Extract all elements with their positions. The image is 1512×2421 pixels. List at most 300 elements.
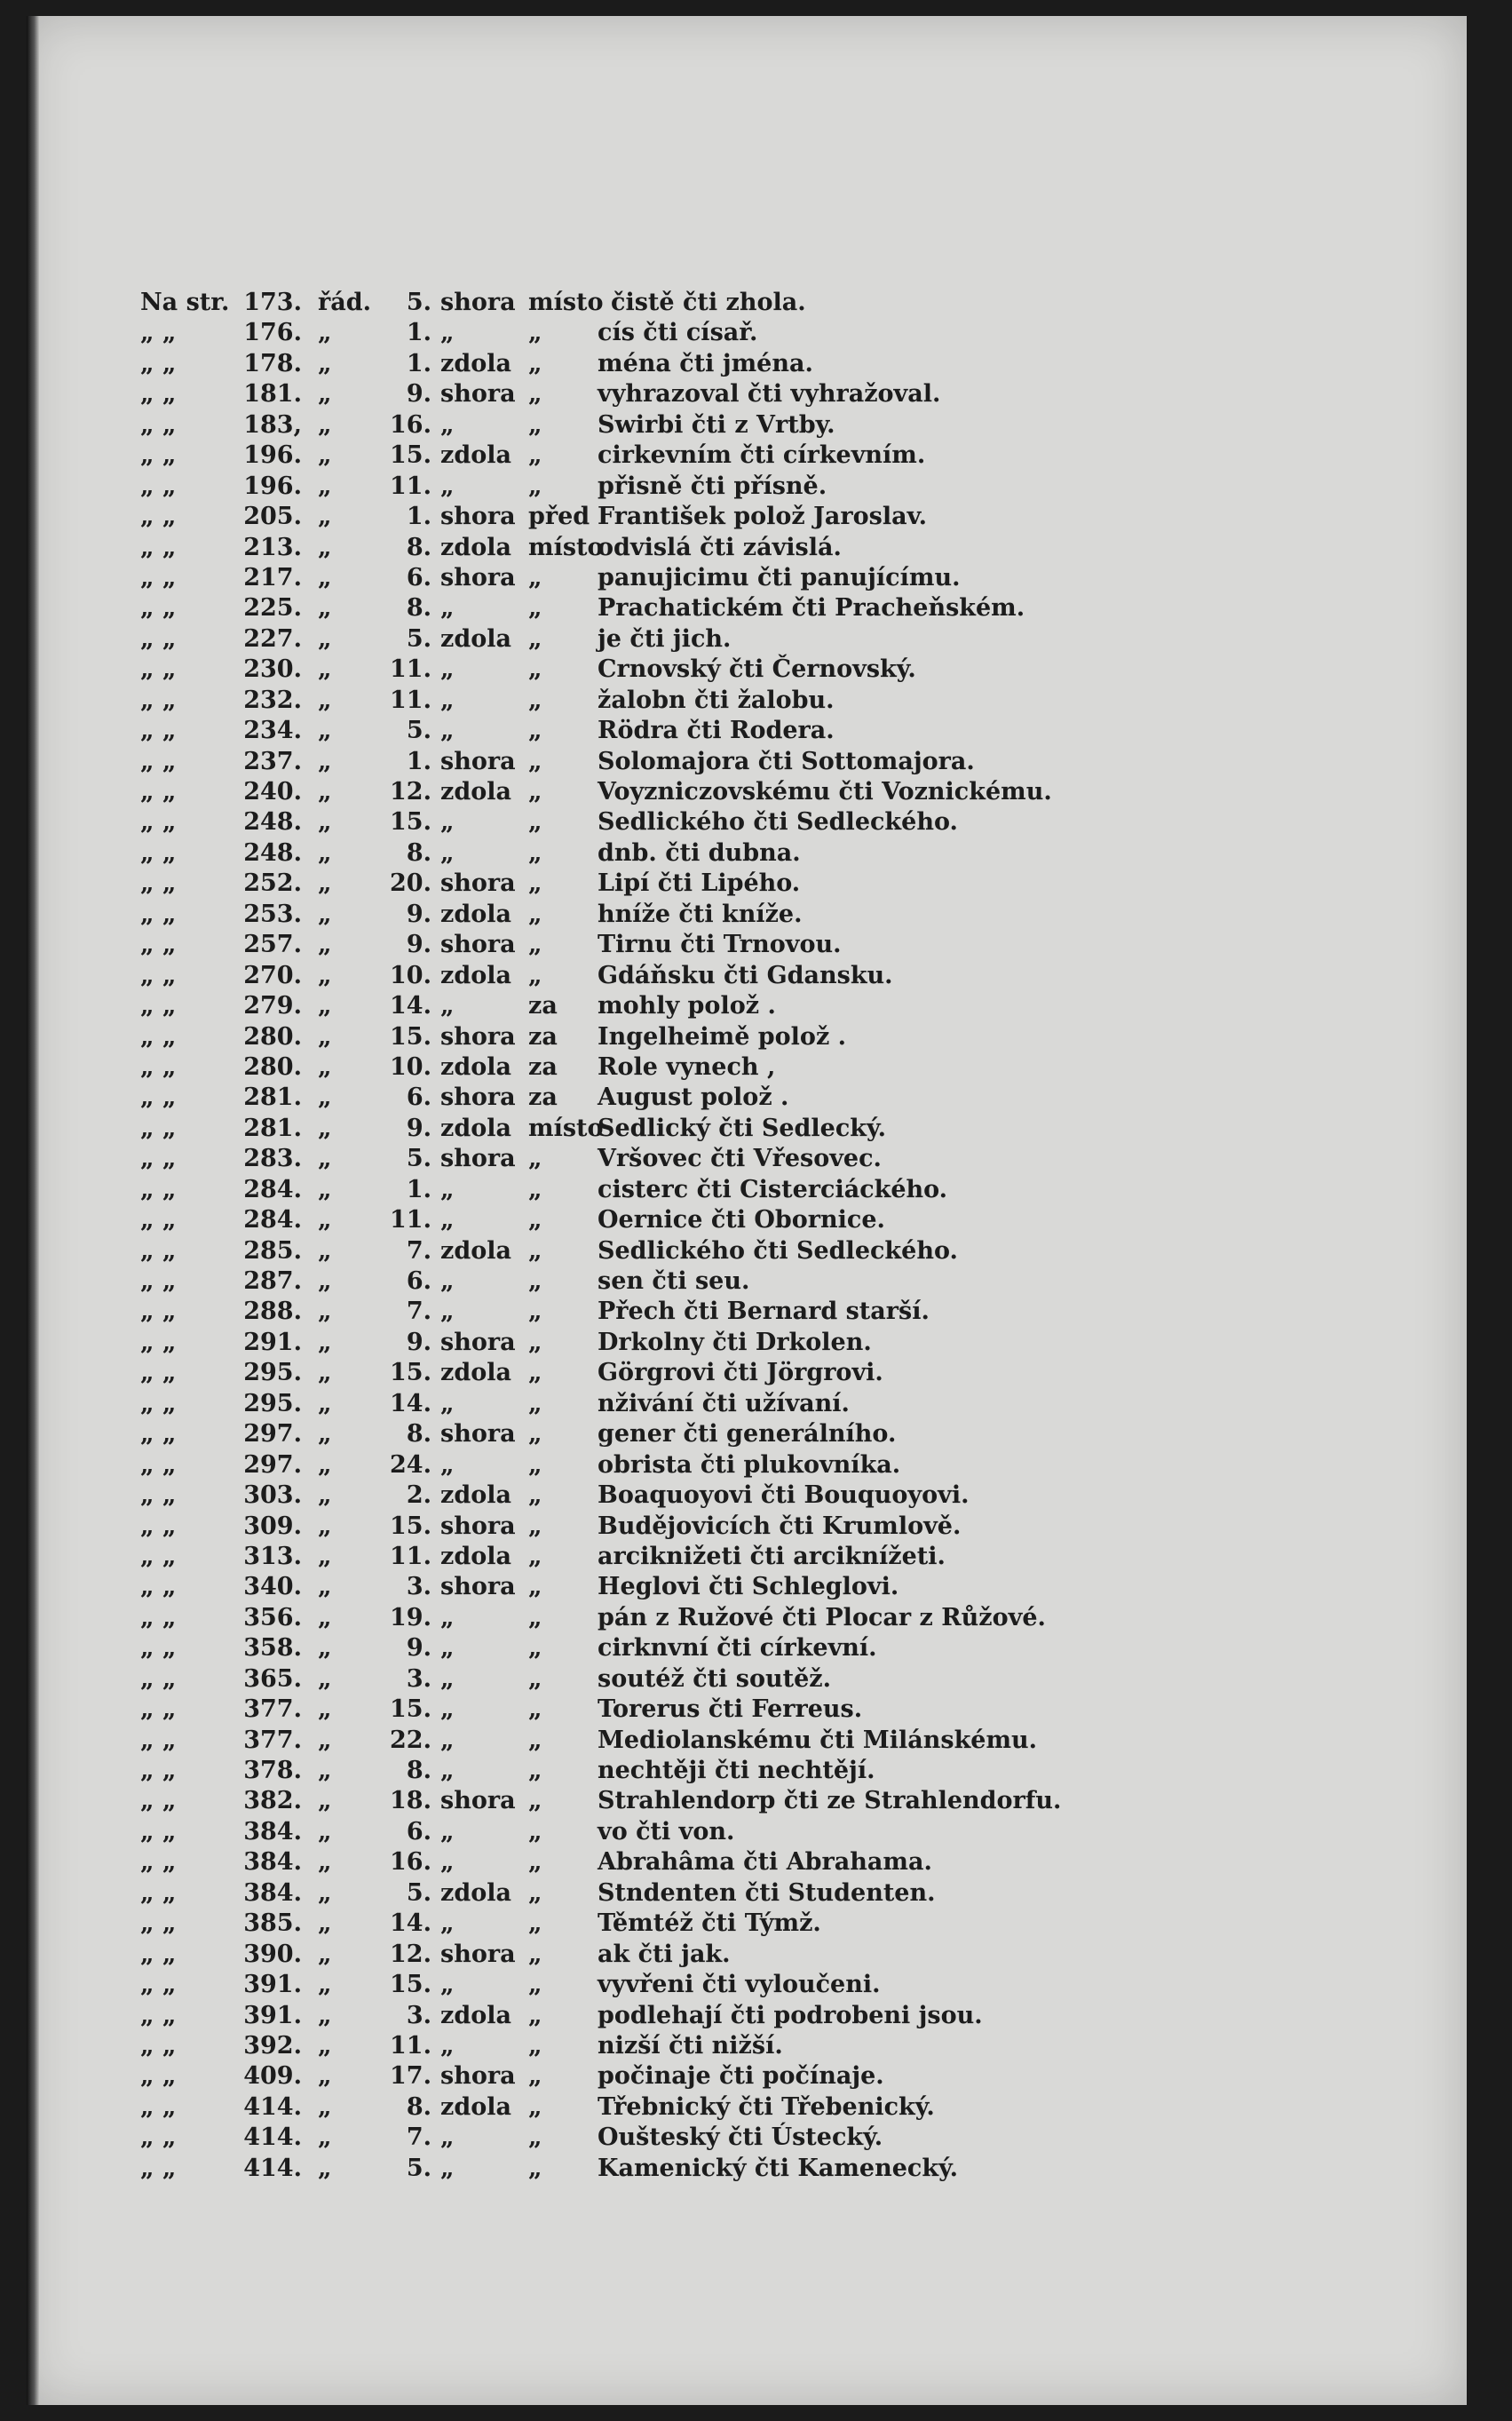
- errata-row: [140, 869, 1188, 899]
- errata-direction: „: [440, 1971, 455, 1999]
- errata-line-number: 7.: [406, 2123, 431, 2152]
- errata-correction: přisně čti přísně.: [598, 472, 827, 500]
- errata-row: [140, 502, 1188, 532]
- errata-line-number: 11.: [390, 655, 431, 684]
- errata-position: „: [528, 1787, 542, 1815]
- errata-page-prefix: „ „: [140, 808, 177, 837]
- errata-page-prefix: „ „: [140, 2092, 177, 2121]
- errata-line-number: 8.: [406, 533, 431, 561]
- errata-direction: „: [440, 808, 455, 837]
- errata-row: [140, 2061, 1188, 2092]
- errata-correction: odvislá čti závislá.: [598, 533, 842, 561]
- errata-page-number: 213.: [243, 533, 302, 561]
- errata-direction: shora: [440, 1328, 516, 1356]
- errata-position: „: [528, 472, 542, 500]
- errata-page-number: 284.: [243, 1206, 302, 1234]
- errata-line-number: 16.: [390, 410, 431, 439]
- errata-correction: hníže čti kníže.: [598, 900, 803, 928]
- errata-correction: Voyzniczovskému čti Voznickému.: [598, 778, 1052, 806]
- errata-line-number: 1.: [406, 503, 431, 531]
- errata-page-prefix: „ „: [140, 961, 177, 989]
- errata-correction: ména čti jména.: [598, 349, 813, 377]
- errata-correction: ak čti jak.: [598, 1940, 731, 1968]
- errata-correction: Oernice čti Obornice.: [598, 1206, 885, 1234]
- errata-line-number: 10.: [390, 961, 431, 989]
- errata-page-prefix: „ „: [140, 2123, 177, 2152]
- errata-correction: Prachatickém čti Pracheňském.: [598, 594, 1025, 623]
- errata-position: „: [528, 961, 542, 989]
- errata-direction: „: [440, 838, 455, 867]
- errata-correction: podlehají čti podrobeni jsou.: [598, 2001, 983, 2029]
- errata-line-number: 11.: [390, 2031, 431, 2060]
- errata-line-number: 7.: [406, 1236, 431, 1265]
- errata-row: [140, 379, 1188, 409]
- errata-page-number: 291.: [243, 1328, 302, 1356]
- errata-page-number: 196.: [243, 441, 302, 470]
- errata-direction: zdola: [440, 1359, 511, 1387]
- errata-line-word: „: [318, 1757, 332, 1784]
- errata-correction: Sedlického čti Sedleckého.: [598, 1236, 958, 1265]
- errata-page-prefix: „ „: [140, 624, 177, 653]
- errata-line-word: „: [318, 1726, 332, 1754]
- errata-direction: shora: [440, 1787, 516, 1815]
- errata-page-prefix: „ „: [140, 869, 177, 898]
- errata-page-prefix: „ „: [140, 1083, 177, 1112]
- errata-direction: „: [440, 1206, 455, 1234]
- errata-line-number: 9.: [406, 1328, 431, 1356]
- errata-line-number: 9.: [406, 380, 431, 409]
- errata-line-word: „: [318, 992, 332, 1020]
- errata-correction: cirkevním čti církevním.: [598, 441, 926, 470]
- errata-row: [140, 1450, 1188, 1480]
- errata-direction: shora: [440, 503, 516, 531]
- errata-direction: shora: [440, 1145, 516, 1173]
- errata-direction: „: [440, 717, 455, 745]
- errata-line-number: 16.: [390, 1848, 431, 1877]
- errata-page-number: 181.: [243, 380, 302, 409]
- errata-direction: zdola: [440, 778, 511, 806]
- errata-line-number: 11.: [390, 472, 431, 500]
- errata-page-prefix: „ „: [140, 655, 177, 684]
- errata-row: [140, 1236, 1188, 1266]
- errata-row: [140, 1664, 1188, 1695]
- errata-line-word: „: [318, 1420, 332, 1449]
- errata-correction: Görgrovi čti Jörgrovi.: [598, 1359, 883, 1387]
- errata-row: [140, 1542, 1188, 1572]
- errata-page-number: 240.: [243, 778, 302, 806]
- errata-line-word: „: [318, 349, 332, 377]
- errata-line-number: 8.: [406, 1420, 431, 1449]
- errata-direction: „: [440, 1848, 455, 1877]
- errata-correction: Rödra čti Rodera.: [598, 717, 835, 745]
- errata-line-number: 14.: [390, 1909, 431, 1938]
- errata-position: „: [528, 778, 542, 806]
- errata-correction: mohly polož .: [598, 992, 776, 1020]
- errata-page-prefix: „ „: [140, 1052, 177, 1081]
- errata-correction: cisterc čti Cisterciáckého.: [598, 1175, 948, 1203]
- errata-page-number: 295.: [243, 1359, 302, 1387]
- errata-line-number: 24.: [390, 1450, 431, 1479]
- errata-line-word: „: [318, 624, 332, 653]
- errata-direction: „: [440, 1175, 455, 1203]
- errata-correction: Budějovicích čti Krumlově.: [598, 1512, 962, 1540]
- errata-line-number: 22.: [390, 1726, 431, 1754]
- errata-page-number: 281.: [243, 1114, 302, 1142]
- errata-row: [140, 1847, 1188, 1877]
- errata-row: [140, 1297, 1188, 1327]
- errata-page-number: 391.: [243, 2001, 302, 2029]
- errata-line-number: 6.: [406, 1817, 431, 1846]
- errata-line-word: „: [318, 1450, 332, 1479]
- errata-position: „: [528, 1175, 542, 1203]
- errata-page-prefix: „ „: [140, 1328, 177, 1356]
- errata-direction: zdola: [440, 349, 511, 377]
- errata-direction: „: [440, 1634, 455, 1663]
- errata-page-number: 297.: [243, 1420, 302, 1449]
- errata-position: „: [528, 2001, 542, 2029]
- errata-correction: žalobn čti žalobu.: [598, 686, 835, 714]
- errata-line-number: 12.: [390, 1940, 431, 1968]
- errata-correction: Sedlický čti Sedlecký.: [598, 1114, 887, 1142]
- errata-line-number: 3.: [406, 2001, 431, 2029]
- errata-correction: Přech čti Bernard starší.: [598, 1298, 930, 1326]
- errata-row: [140, 2031, 1188, 2061]
- errata-page-prefix: „ „: [140, 1971, 177, 1999]
- errata-page-number: 384.: [243, 1817, 302, 1846]
- errata-position: „: [528, 1298, 542, 1326]
- errata-direction: shora: [440, 380, 516, 409]
- errata-direction: zdola: [440, 1114, 511, 1142]
- errata-position: „: [528, 900, 542, 928]
- errata-line-number: 8.: [406, 594, 431, 623]
- errata-line-word: „: [318, 2031, 332, 2060]
- errata-direction: zdola: [440, 961, 511, 989]
- errata-position: „: [528, 1359, 542, 1387]
- errata-page-prefix: „ „: [140, 1512, 177, 1540]
- errata-direction: „: [440, 472, 455, 500]
- errata-page-number: 196.: [243, 472, 302, 500]
- errata-line-word: „: [318, 472, 332, 500]
- errata-correction: Lipí čti Lipého.: [598, 869, 801, 898]
- errata-correction: vyvřeni čti vyloučeni.: [598, 1971, 881, 1999]
- errata-direction: shora: [440, 1940, 516, 1968]
- errata-correction: pán z Ružové čti Plocar z Růžové.: [598, 1603, 1046, 1631]
- errata-page-number: 385.: [243, 1909, 302, 1938]
- errata-line-word: „: [318, 1542, 332, 1570]
- errata-row: [140, 472, 1188, 502]
- errata-line-word: „: [318, 1328, 332, 1356]
- errata-page-number: 283.: [243, 1145, 302, 1173]
- errata-page-number: 176.: [243, 319, 302, 347]
- errata-line-number: 15.: [390, 1359, 431, 1387]
- errata-line-number: 5.: [406, 1145, 431, 1173]
- errata-direction: „: [440, 1909, 455, 1938]
- errata-page-prefix: „ „: [140, 1267, 177, 1295]
- errata-row: [140, 1022, 1188, 1052]
- errata-page-prefix: „ „: [140, 441, 177, 470]
- errata-correction: Kamenický čti Kamenecký.: [598, 2154, 959, 2182]
- errata-direction: „: [440, 1450, 455, 1479]
- errata-row: [140, 1695, 1188, 1725]
- errata-line-number: 7.: [406, 1298, 431, 1326]
- errata-line-word: „: [318, 1787, 332, 1815]
- errata-correction: čistě čti zhola.: [611, 289, 806, 316]
- errata-row: [140, 410, 1188, 441]
- errata-position: „: [528, 319, 542, 347]
- errata-page-prefix: „ „: [140, 1022, 177, 1051]
- errata-position: „: [528, 1481, 542, 1510]
- errata-direction: zdola: [440, 2001, 511, 2029]
- errata-position: „: [528, 380, 542, 409]
- errata-page-number: 225.: [243, 594, 302, 623]
- errata-line-word: „: [318, 503, 332, 531]
- errata-line-word: „: [318, 1267, 332, 1295]
- errata-position: „: [528, 931, 542, 959]
- errata-position: „: [528, 2154, 542, 2182]
- errata-correction: počinaje čti počínaje.: [598, 2062, 884, 2091]
- errata-direction: zdola: [440, 1481, 511, 1510]
- errata-page-prefix: „ „: [140, 1450, 177, 1479]
- errata-line-number: 6.: [406, 563, 431, 591]
- errata-line-number: 3.: [406, 1573, 431, 1601]
- errata-line-word: „: [318, 1175, 332, 1203]
- errata-position: za: [528, 1022, 558, 1051]
- errata-position: „: [528, 1512, 542, 1540]
- errata-line-word: „: [318, 900, 332, 928]
- errata-direction: shora: [440, 1573, 516, 1601]
- errata-page-number: 313.: [243, 1542, 302, 1570]
- errata-page-number: 309.: [243, 1512, 302, 1540]
- errata-page-prefix: „ „: [140, 2031, 177, 2060]
- errata-page-prefix: „ „: [140, 380, 177, 409]
- errata-page-prefix: „ „: [140, 2062, 177, 2091]
- errata-position: „: [528, 686, 542, 714]
- errata-page-number: 303.: [243, 1481, 302, 1510]
- errata-line-number: 12.: [390, 778, 431, 806]
- errata-direction: shora: [440, 289, 516, 316]
- errata-position: „: [528, 2062, 542, 2091]
- errata-page-number: 183,: [243, 410, 302, 439]
- errata-page-number: 173.: [243, 289, 302, 316]
- errata-position: „: [528, 624, 542, 653]
- errata-page-number: 365.: [243, 1664, 302, 1693]
- errata-direction: shora: [440, 931, 516, 959]
- errata-correction: cirknvní čti církevní.: [598, 1634, 877, 1663]
- errata-correction: August polož .: [598, 1083, 789, 1112]
- errata-direction: shora: [440, 563, 516, 591]
- errata-row: [140, 318, 1188, 348]
- errata-line-number: 1.: [406, 747, 431, 775]
- errata-line-word: „: [318, 1971, 332, 1999]
- errata-correction: arciknižeti čti arciknížeti.: [598, 1542, 946, 1570]
- errata-row: [140, 716, 1188, 746]
- errata-correction: Drkolny čti Drkolen.: [598, 1328, 872, 1356]
- errata-page-number: 414.: [243, 2123, 302, 2152]
- errata-row: [140, 2001, 1188, 2031]
- errata-line-number: 17.: [390, 2062, 431, 2091]
- errata-direction: „: [440, 594, 455, 623]
- errata-page-prefix: „ „: [140, 1878, 177, 1907]
- errata-direction: zdola: [440, 1878, 511, 1907]
- errata-page-prefix: „ „: [140, 1420, 177, 1449]
- errata-page-number: 279.: [243, 992, 302, 1020]
- errata-row: [140, 441, 1188, 471]
- book-page: [27, 16, 1467, 2405]
- errata-correction: Torerus čti Ferreus.: [598, 1695, 863, 1724]
- errata-row: [140, 1512, 1188, 1542]
- errata-position: „: [528, 869, 542, 898]
- errata-page-number: 284.: [243, 1175, 302, 1203]
- errata-direction: „: [440, 992, 455, 1020]
- errata-position: za: [528, 992, 558, 1020]
- errata-line-word: „: [318, 410, 332, 439]
- errata-line-word: „: [318, 1512, 332, 1540]
- errata-page-prefix: „ „: [140, 747, 177, 775]
- errata-page-prefix: „ „: [140, 717, 177, 745]
- errata-row: [140, 563, 1188, 593]
- errata-correction: František polož Jaroslav.: [598, 503, 927, 531]
- errata-page-prefix: „ „: [140, 2001, 177, 2029]
- errata-position: „: [528, 2031, 542, 2060]
- errata-row: [140, 1603, 1188, 1633]
- errata-line-word: „: [318, 594, 332, 623]
- errata-page-number: 392.: [243, 2031, 302, 2060]
- errata-line-number: 1.: [406, 319, 431, 347]
- errata-correction: obrista čti plukovníka.: [598, 1450, 901, 1479]
- errata-position: „: [528, 1971, 542, 1999]
- errata-page-number: 237.: [243, 747, 302, 775]
- errata-correction: Abrahâma čti Abrahama.: [598, 1848, 932, 1877]
- errata-correction: nživání čti užívaní.: [598, 1389, 850, 1417]
- errata-line-word: „: [318, 2123, 332, 2152]
- errata-page-prefix: „ „: [140, 349, 177, 377]
- errata-direction: zdola: [440, 900, 511, 928]
- errata-position: „: [528, 1940, 542, 1968]
- errata-page-prefix: „ „: [140, 1603, 177, 1631]
- errata-correction: Mediolanskému čti Milánskému.: [598, 1726, 1038, 1754]
- errata-row: [140, 747, 1188, 777]
- errata-position: za: [528, 1052, 558, 1081]
- errata-direction: zdola: [440, 624, 511, 653]
- errata-direction: „: [440, 1298, 455, 1326]
- errata-page-number: 230.: [243, 655, 302, 684]
- errata-position: „: [528, 563, 542, 591]
- errata-line-word: „: [318, 441, 332, 470]
- errata-line-word: „: [318, 931, 332, 959]
- errata-page-prefix: „ „: [140, 1389, 177, 1417]
- errata-position: „: [528, 441, 542, 470]
- errata-page-number: 288.: [243, 1298, 302, 1326]
- errata-position: před: [528, 503, 590, 531]
- errata-line-number: 9.: [406, 900, 431, 928]
- errata-correction: nechtěji čti nechtějí.: [598, 1757, 875, 1784]
- errata-direction: „: [440, 2031, 455, 2060]
- errata-direction: shora: [440, 1083, 516, 1112]
- errata-line-number: 10.: [390, 1052, 431, 1081]
- errata-line-word: „: [318, 1114, 332, 1142]
- errata-page-prefix: „ „: [140, 1634, 177, 1663]
- errata-page-number: 285.: [243, 1236, 302, 1265]
- errata-line-word: „: [318, 747, 332, 775]
- errata-page-prefix: „ „: [140, 1175, 177, 1203]
- errata-position: „: [528, 1878, 542, 1907]
- errata-position: „: [528, 1603, 542, 1631]
- errata-direction: „: [440, 1757, 455, 1784]
- errata-correction: vo čti von.: [598, 1817, 735, 1846]
- errata-position: „: [528, 1542, 542, 1570]
- errata-page-number: 281.: [243, 1083, 302, 1112]
- errata-position: „: [528, 655, 542, 684]
- errata-line-word: „: [318, 1695, 332, 1724]
- errata-position: „: [528, 1420, 542, 1449]
- errata-line-number: 11.: [390, 1542, 431, 1570]
- errata-page-prefix: „ „: [140, 1909, 177, 1938]
- errata-position: „: [528, 1450, 542, 1479]
- errata-page-number: 257.: [243, 931, 302, 959]
- errata-page-number: 391.: [243, 1971, 302, 1999]
- errata-page-number: 253.: [243, 900, 302, 928]
- errata-correction: Třebnický čti Třebenický.: [598, 2092, 935, 2121]
- errata-position: „: [528, 1267, 542, 1295]
- errata-page-prefix: „ „: [140, 1145, 177, 1173]
- errata-line-word: „: [318, 1603, 332, 1631]
- errata-row: [140, 1419, 1188, 1449]
- errata-position: místo: [528, 289, 604, 316]
- errata-line-word: „: [318, 1664, 332, 1693]
- errata-page-prefix: „ „: [140, 1206, 177, 1234]
- errata-row: [140, 1878, 1188, 1909]
- errata-correction: gener čti generálního.: [598, 1420, 897, 1449]
- errata-row: [140, 1358, 1188, 1388]
- errata-page-number: 248.: [243, 808, 302, 837]
- errata-page-number: 414.: [243, 2092, 302, 2121]
- errata-line-number: 9.: [406, 1634, 431, 1663]
- errata-row: [140, 1726, 1188, 1756]
- errata-line-word: „: [318, 1940, 332, 1968]
- errata-line-number: 5.: [406, 289, 431, 316]
- errata-page-number: 227.: [243, 624, 302, 653]
- errata-page-number: 248.: [243, 838, 302, 867]
- errata-position: „: [528, 1695, 542, 1724]
- errata-line-word: „: [318, 686, 332, 714]
- errata-line-number: 5.: [406, 624, 431, 653]
- errata-page-number: 382.: [243, 1787, 302, 1815]
- errata-page-number: 232.: [243, 686, 302, 714]
- errata-position: „: [528, 717, 542, 745]
- errata-line-word: „: [318, 563, 332, 591]
- errata-row: [140, 288, 1188, 318]
- errata-position: „: [528, 1573, 542, 1601]
- errata-direction: „: [440, 1695, 455, 1724]
- errata-page-number: 297.: [243, 1450, 302, 1479]
- errata-page-number: 178.: [243, 349, 302, 377]
- errata-page-prefix: „ „: [140, 838, 177, 867]
- errata-line-word: „: [318, 533, 332, 561]
- errata-line-word: „: [318, 1206, 332, 1234]
- errata-correction: Strahlendorp čti ze Strahlendorfu.: [598, 1787, 1062, 1815]
- errata-line-word: „: [318, 1848, 332, 1877]
- errata-correction: Těmtéž čti Týmž.: [598, 1909, 821, 1938]
- errata-page-number: 280.: [243, 1052, 302, 1081]
- errata-line-number: 5.: [406, 1878, 431, 1907]
- errata-page-number: 270.: [243, 961, 302, 989]
- errata-row: [140, 1052, 1188, 1083]
- errata-page-number: 377.: [243, 1695, 302, 1724]
- errata-position: „: [528, 1909, 542, 1938]
- errata-direction: zdola: [440, 441, 511, 470]
- errata-direction: „: [440, 319, 455, 347]
- errata-line-word: „: [318, 808, 332, 837]
